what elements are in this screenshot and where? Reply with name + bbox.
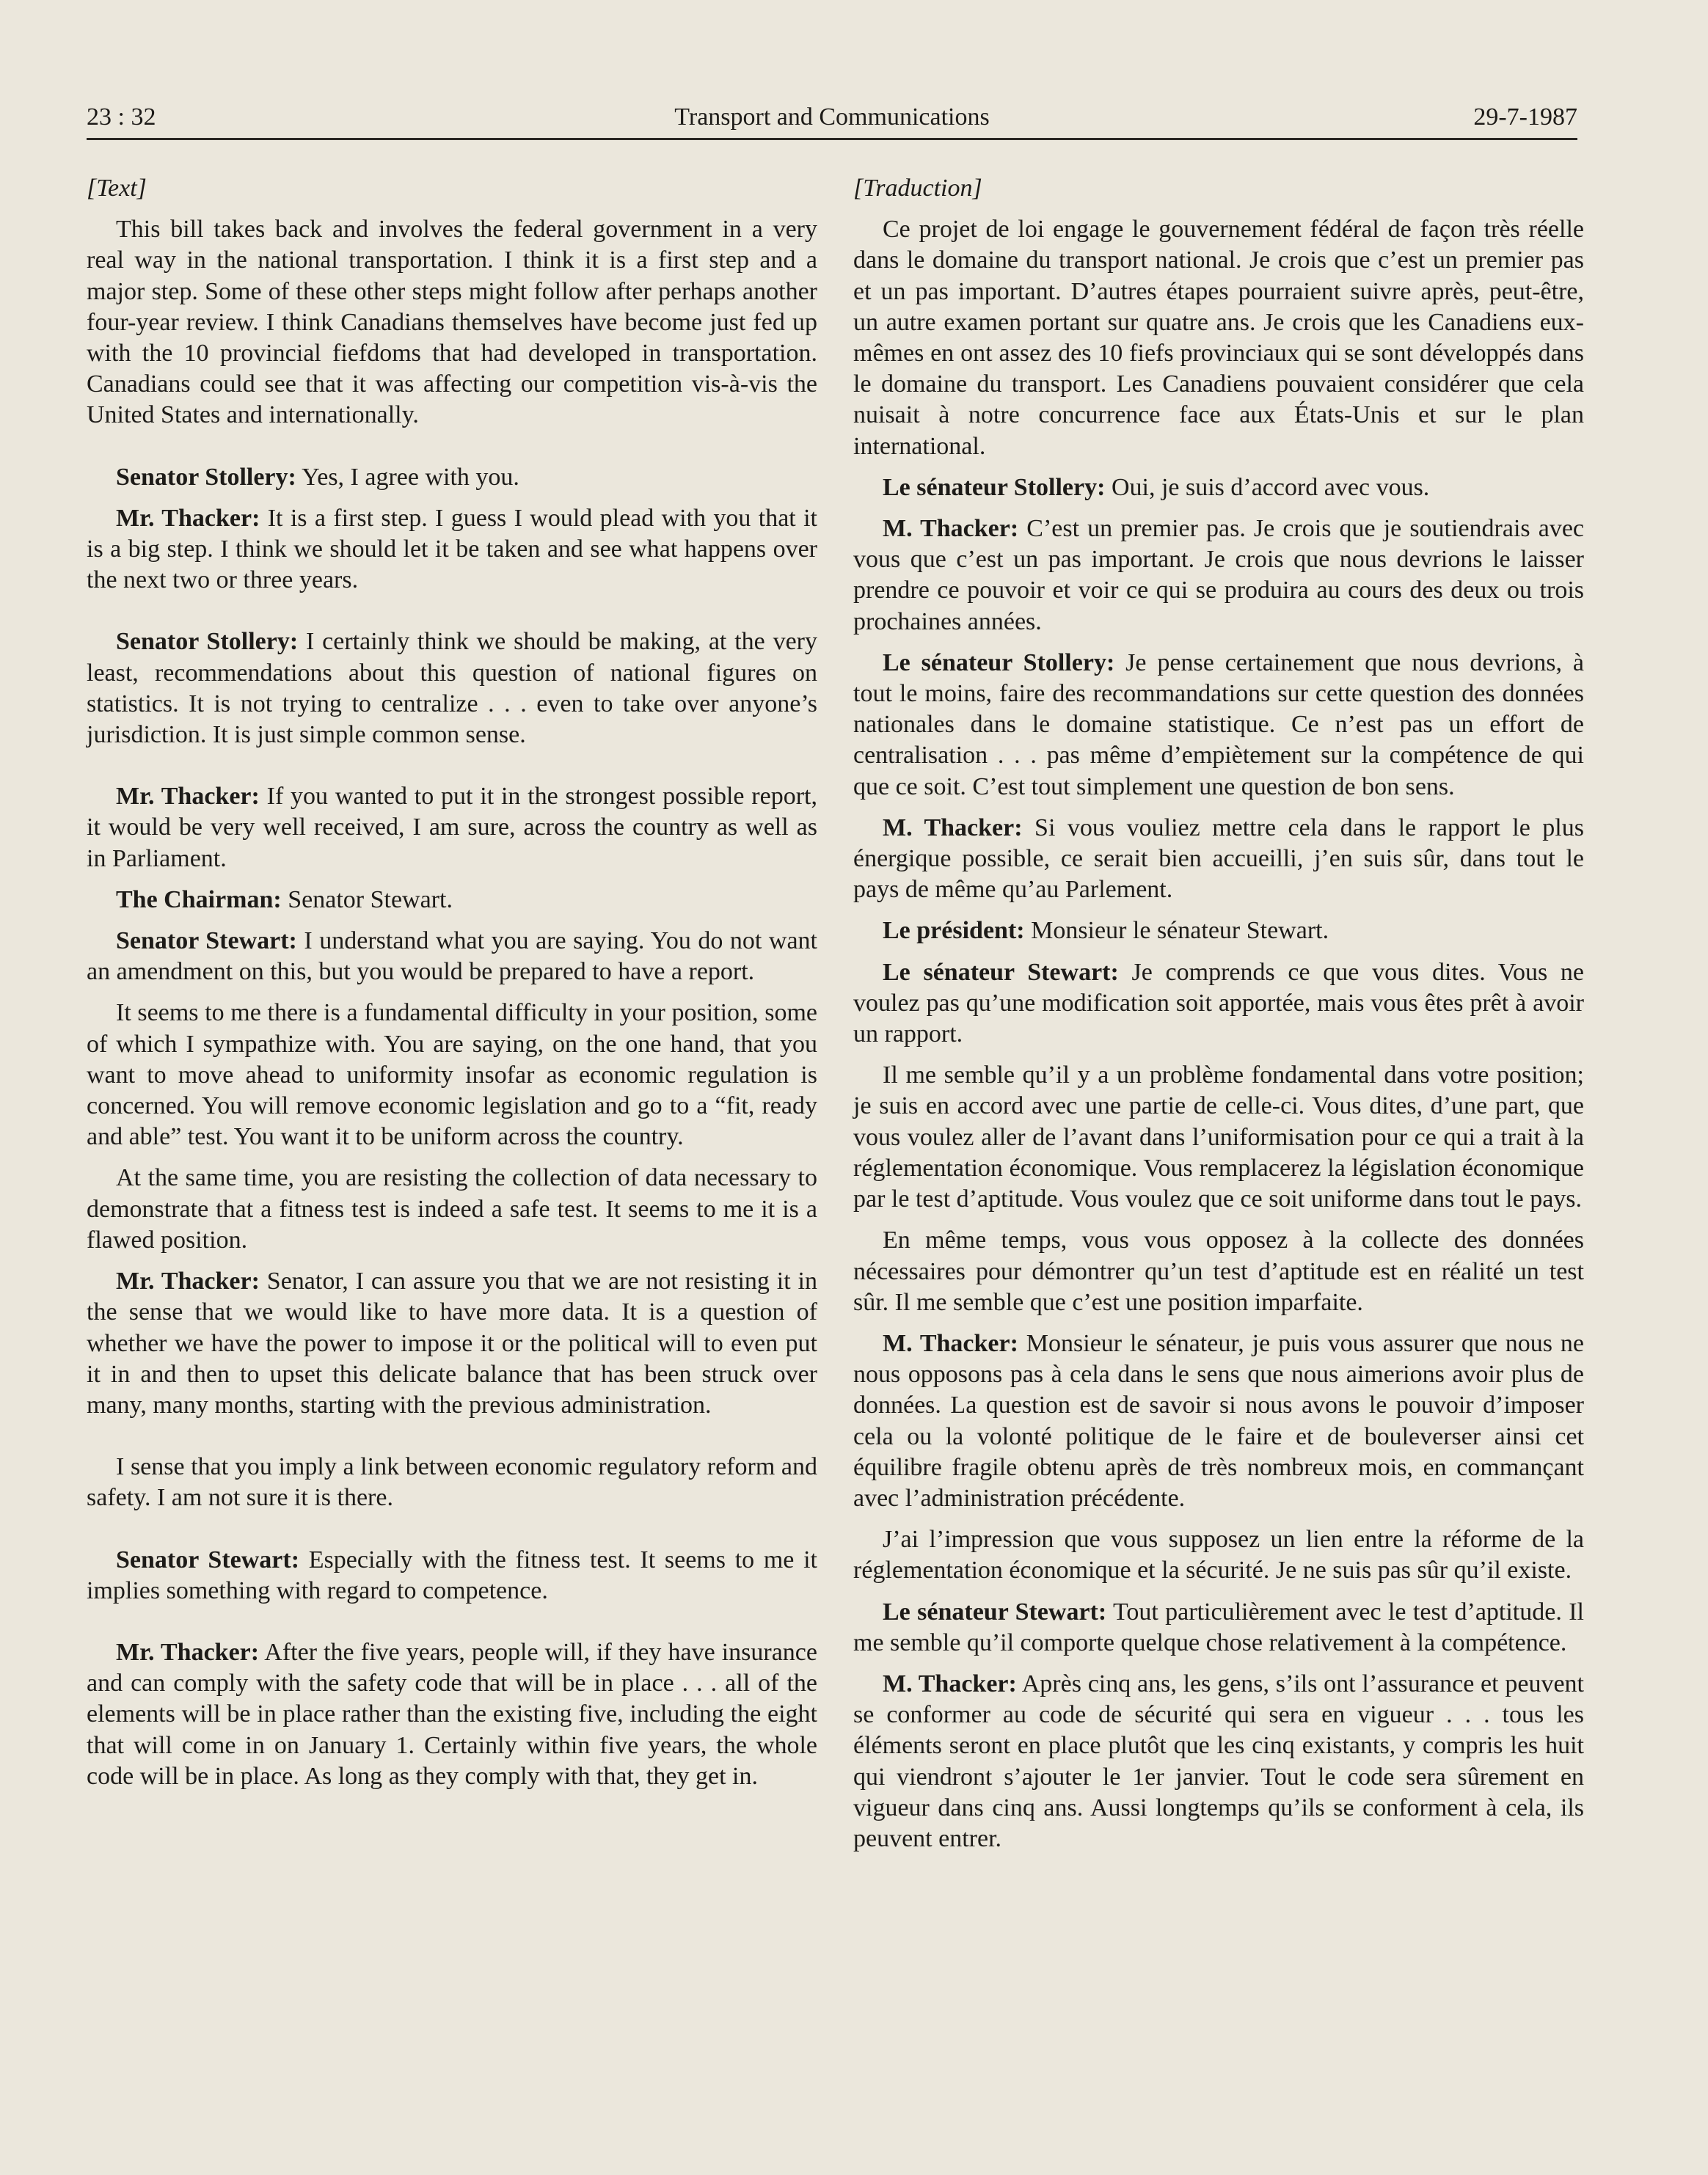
page-number: 23 : 32 xyxy=(87,103,156,131)
paragraph xyxy=(87,1637,817,1792)
paragraph-text: Senator Stewart. xyxy=(281,885,453,913)
paragraph-text: I sense that you imply a link between economic regulatory reform and safety. I am not sure it is there. xyxy=(87,1453,817,1512)
paragraph-text: Monsieur le sénateur, je puis vous assurer que nous ne nous opposons pas à cela dans le sens que nous aimerions avoir plus de données. La question est de savoir si nous avons le pouvoir d’imposer cela ou la volonté politique de le faire et de bouleverser ainsi cet équilibre fragile obtenu après de très nombreux mois, en commançant avec l’administration précédente. xyxy=(853,1329,1584,1512)
speaker-name: Senator Stollery: xyxy=(116,628,299,656)
paragraph xyxy=(853,1597,1584,1659)
speaker-name: Mr. Thacker: xyxy=(116,1638,260,1666)
paragraph-text: I certainly think we should be making, at the very least, recommendations about this question of national figures on statistics. It is not trying to centralize . . . even to take over anyone’s jurisdiction. It is just simple common sense. xyxy=(87,628,817,749)
paragraph-text: I understand what you are saying. You do not want an amendment on this, but you would be prepared to have a report. xyxy=(87,927,817,986)
paragraph xyxy=(853,1225,1584,1318)
paragraph xyxy=(87,885,817,915)
speaker-name: Senator Stewart: xyxy=(116,927,297,955)
speaker-name: Mr. Thacker: xyxy=(116,783,260,811)
french-column xyxy=(853,173,1584,1854)
paragraph xyxy=(853,513,1584,637)
paragraph-text: At the same time, you are resisting the collection of data necessary to demonstrate that a fitness test is indeed a safe test. It seems to me it is a flawed position. xyxy=(87,1164,817,1254)
paragraph xyxy=(87,998,817,1152)
paragraph-text: Monsieur le sénateur Stewart. xyxy=(1024,917,1329,945)
english-column xyxy=(87,173,817,1792)
paragraph xyxy=(853,1524,1584,1586)
paragraph-text: This bill takes back and involves the federal government in a very real way in the national transportation. I think it is a first step and a major step. Some of these other steps might follow after perhaps another four-year review. I think Canadians themselves have become just fed up with the 10 provincial fiefdoms that had developed in transportation. Canadians could see that it was affecting our competition vis-à-vis the United States and internationally. xyxy=(87,216,817,429)
paragraph xyxy=(853,1328,1584,1514)
language-tag: [Traduction] xyxy=(853,175,982,202)
paragraph-text: Je comprends ce que vous dites. Vous ne voulez pas qu’une modification soit apportée, mais vous êtes prêt à avoir un rapport. xyxy=(853,958,1584,1048)
paragraph-text: Ce projet de loi engage le gouvernement fédéral de façon très réelle dans le domaine du transport national. Je crois que c’est un premier pas et un pas important. D’autres étapes pourraient suivre après, peut-être, un autre examen portant sur quatre ans. Je crois que les Canadiens eux-mêmes en ont assez des 10 fiefs provinciaux qui se sont développés dans le domaine du transport. Les Canadiens pouvaient considérer que cela nuisait à notre concurrence face aux États-Unis et sur le plan international. xyxy=(853,216,1584,460)
publication-title: Transport and Communications xyxy=(674,103,990,131)
paragraph xyxy=(87,1163,817,1256)
header-date: 29-7-1987 xyxy=(1473,103,1577,131)
paragraph-text: It is a first step. I guess I would plead with you that it is a big step. I think we should let it be taken and see what happens over the next two or three years. xyxy=(87,504,817,594)
speaker-name: Mr. Thacker: xyxy=(116,1268,260,1295)
paragraph xyxy=(853,813,1584,906)
paragraph xyxy=(87,214,817,431)
paragraph-text: Especially with the fitness test. It seems to me it implies something with regard to competence. xyxy=(87,1546,817,1604)
paragraph xyxy=(87,626,817,750)
speaker-name: M. Thacker: xyxy=(883,1329,1018,1357)
speaker-name: M. Thacker: xyxy=(883,515,1019,543)
speaker-name: Le sénateur Stollery: xyxy=(883,648,1115,676)
speaker-name: Senator Stollery: xyxy=(116,463,296,491)
paragraph-text: Je pense certainement que nous devrions, à tout le moins, faire des recommandations sur cette question des données nationales dans le domaine statistique. Ce n’est pas un effort de centralisation . . . pas même d’empiètement sur la compétence de qui que ce soit. C’est tout simplement une question de bon sens. xyxy=(853,648,1584,800)
paragraph xyxy=(87,503,817,596)
paragraph xyxy=(853,214,1584,462)
paragraph xyxy=(87,1545,817,1606)
paragraph xyxy=(87,781,817,874)
paragraph xyxy=(853,957,1584,1050)
speaker-name: M. Thacker: xyxy=(883,814,1023,841)
paragraph-text: C’est un premier pas. Je crois que je soutiendrais avec vous que c’est un pas important. Je crois que nous devrions le laisser prendre ce pouvoir et voir ce qui se produira au cours des deux ou trois prochaines années. xyxy=(853,515,1584,635)
paragraph-text: It seems to me there is a fundamental difficulty in your position, some of which I sympathize with. You are saying, on the one hand, that you want to move ahead to uniformity insofar as economic regulation is concerned. You will remove economic legislation and go to a “fit, ready and able” test. You want it to be uniform across the country. xyxy=(87,999,817,1151)
paragraph-text: Après cinq ans, les gens, s’ils ont l’assurance et peuvent se conformer au code de sécurité qui sera en vigueur . . . tous les éléments seront en place plutôt que les cinq existants, y compris les huit qui viendront s’ajouter le 1er janvier. Tout le code sera sûrement en vigueur dans cinq ans. Aussi longtemps qu’ils se conforment à cela, ils peuvent entrer. xyxy=(853,1670,1584,1852)
paragraph xyxy=(87,926,817,987)
paragraph-text: Il me semble qu’il y a un problème fondamental dans votre position; je suis en accord avec une partie de celle-ci. Vous dites, d’une part, que vous voulez aller de l’avant dans l’uniformisation pour ce qui a trait à la réglementation économique. Vous remplacerez la législation économique par le test d’aptitude. Vous voulez que ce soit uniforme dans tout le pays. xyxy=(853,1061,1584,1213)
paragraph-text: Yes, I agree with you. xyxy=(296,463,519,491)
paragraph-text: J’ai l’impression que vous supposez un lien entre la réforme de la réglementation économique et la sécurité. Je ne suis pas sûr qu’il existe. xyxy=(853,1526,1584,1584)
paragraph-text: Tout particulièrement avec le test d’aptitude. Il me semble qu’il comporte quelque chose relativement à la compétence. xyxy=(853,1598,1584,1656)
paragraph-text: Oui, je suis d’accord avec vous. xyxy=(1105,473,1430,501)
paragraph xyxy=(853,1669,1584,1854)
paragraph xyxy=(853,472,1584,503)
speaker-name: The Chairman: xyxy=(116,885,282,913)
language-tag: [Text] xyxy=(87,175,147,202)
speaker-name: Le sénateur Stewart: xyxy=(883,1598,1107,1626)
paragraph xyxy=(87,462,817,493)
running-header xyxy=(87,101,1577,140)
paragraph-text: Senator, I can assure you that we are not resisting it in the sense that we would like to have more data. It is a question of whether we have the power to impose it or the political will to even put it in and then to upset this delicate balance that has been struck over many, many months, starting with the previous administration. xyxy=(87,1268,817,1419)
paragraph xyxy=(87,1266,817,1421)
paragraph-text: After the five years, people will, if they have insurance and can comply with the safety code that will be in place . . . all of the elements will be in place rather than the existing five, including the eight that will come in on January 1. Certainly within five years, the whole code will be in place. As long as they comply with that, they get in. xyxy=(87,1638,817,1790)
speaker-name: Le sénateur Stewart: xyxy=(883,958,1119,986)
speaker-name: Mr. Thacker: xyxy=(116,504,260,532)
speaker-name: Le président: xyxy=(883,917,1025,945)
paragraph-text: En même temps, vous vous opposez à la collecte des données nécessaires pour démontrer qu’un test d’aptitude est en réalité un test sûr. Il me semble que c’est une position imparfaite. xyxy=(853,1227,1584,1316)
paragraph xyxy=(853,915,1584,946)
paragraph xyxy=(853,648,1584,803)
paragraph-text: Si vous vouliez mettre cela dans le rapport le plus énergique possible, ce serait bien accueilli, j’en suis sûr, dans tout le pays de même qu’au Parlement. xyxy=(853,814,1584,904)
speaker-name: Le sénateur Stollery: xyxy=(883,473,1106,501)
speaker-name: M. Thacker: xyxy=(883,1670,1017,1697)
paragraph-text: If you wanted to put it in the strongest possible report, it would be very well received, I am sure, across the country as well as in Parliament. xyxy=(87,783,817,872)
paragraph xyxy=(87,1452,817,1513)
speaker-name: Senator Stewart: xyxy=(116,1546,300,1573)
paragraph xyxy=(853,1060,1584,1215)
